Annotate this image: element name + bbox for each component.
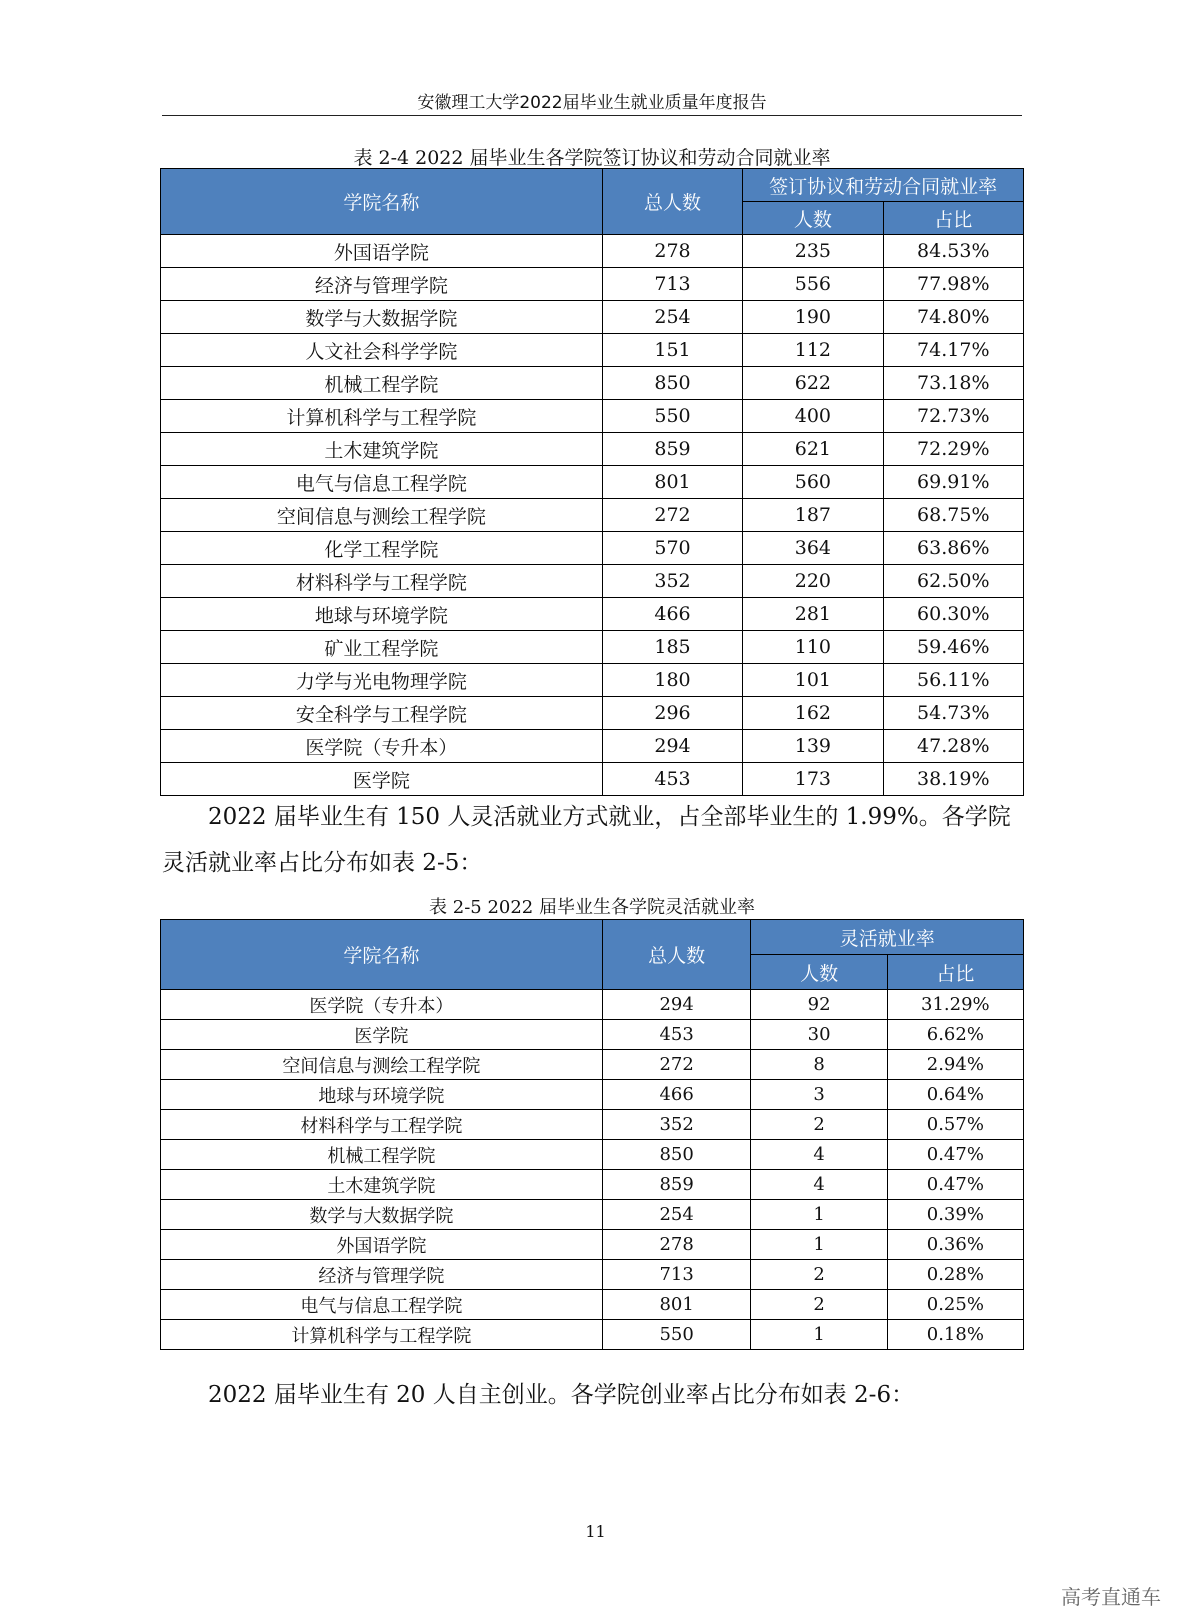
cell-college-name: 数学与大数据学院 — [161, 1200, 603, 1230]
cell-total: 859 — [602, 433, 742, 466]
cell-college-name: 土木建筑学院 — [161, 433, 603, 466]
cell-count: 364 — [743, 532, 883, 565]
cell-count: 8 — [751, 1050, 887, 1080]
cell-count: 235 — [743, 235, 883, 268]
cell-count: 2 — [751, 1260, 887, 1290]
cell-college-name: 化学工程学院 — [161, 532, 603, 565]
col-group-header: 灵活就业率 — [751, 920, 1024, 955]
col-header-college: 学院名称 — [161, 920, 603, 990]
cell-count: 4 — [751, 1140, 887, 1170]
cell-college-name: 计算机科学与工程学院 — [161, 400, 603, 433]
cell-total: 278 — [602, 235, 742, 268]
cell-college-name: 外国语学院 — [161, 1230, 603, 1260]
cell-total: 180 — [602, 664, 742, 697]
table-row — [161, 433, 1024, 466]
col-header-count: 人数 — [743, 202, 883, 235]
table-row — [161, 532, 1024, 565]
flexible-employment-table — [160, 919, 1024, 1350]
cell-ratio: 72.73% — [883, 400, 1023, 433]
table-row — [161, 763, 1024, 796]
cell-count: 92 — [751, 990, 887, 1020]
cell-ratio: 0.25% — [887, 1290, 1023, 1320]
cell-ratio: 6.62% — [887, 1020, 1023, 1050]
table-row — [161, 1050, 1024, 1080]
cell-total: 570 — [602, 532, 742, 565]
cell-college-name: 计算机科学与工程学院 — [161, 1320, 603, 1350]
table-row — [161, 631, 1024, 664]
cell-college-name: 人文社会科学学院 — [161, 334, 603, 367]
cell-ratio: 56.11% — [883, 664, 1023, 697]
cell-count: 556 — [743, 268, 883, 301]
cell-ratio: 0.57% — [887, 1110, 1023, 1140]
header-rule — [162, 115, 1022, 116]
cell-ratio: 68.75% — [883, 499, 1023, 532]
table-row — [161, 301, 1024, 334]
col-header-total: 总人数 — [602, 920, 751, 990]
col-group-header: 签订协议和劳动合同就业率 — [743, 169, 1024, 202]
cell-total: 850 — [602, 1140, 751, 1170]
cell-count: 2 — [751, 1110, 887, 1140]
cell-ratio: 0.47% — [887, 1140, 1023, 1170]
cell-college-name: 经济与管理学院 — [161, 1260, 603, 1290]
table-row — [161, 466, 1024, 499]
table-row — [161, 499, 1024, 532]
cell-college-name: 外国语学院 — [161, 235, 603, 268]
col-header-college: 学院名称 — [161, 169, 603, 235]
table-row — [161, 268, 1024, 301]
cell-college-name: 数学与大数据学院 — [161, 301, 603, 334]
cell-college-name: 材料科学与工程学院 — [161, 565, 603, 598]
cell-count: 139 — [743, 730, 883, 763]
table-row — [161, 235, 1024, 268]
col-header-ratio: 占比 — [887, 955, 1023, 990]
table-row — [161, 565, 1024, 598]
report-header-title: 安徽理工大学2022届毕业生就业质量年度报告 — [417, 93, 767, 113]
cell-ratio: 60.30% — [883, 598, 1023, 631]
cell-total: 850 — [602, 367, 742, 400]
cell-ratio: 69.91% — [883, 466, 1023, 499]
table-row — [161, 664, 1024, 697]
page-number: 11 — [585, 1522, 606, 1541]
cell-count: 621 — [743, 433, 883, 466]
cell-total: 296 — [602, 697, 742, 730]
cell-total: 272 — [602, 499, 742, 532]
cell-total: 713 — [602, 1260, 751, 1290]
entrepreneurship-paragraph: 2022 届毕业生有 20 人自主创业。各学院创业率占比分布如表 2-6： — [208, 1382, 915, 1408]
cell-college-name: 地球与环境学院 — [161, 598, 603, 631]
cell-total: 254 — [602, 1200, 751, 1230]
cell-ratio: 47.28% — [883, 730, 1023, 763]
cell-count: 162 — [743, 697, 883, 730]
cell-ratio: 84.53% — [883, 235, 1023, 268]
col-header-ratio: 占比 — [883, 202, 1023, 235]
cell-count: 1 — [751, 1320, 887, 1350]
table-row — [161, 990, 1024, 1020]
cell-ratio: 0.18% — [887, 1320, 1023, 1350]
col-header-count: 人数 — [751, 955, 887, 990]
cell-ratio: 31.29% — [887, 990, 1023, 1020]
cell-college-name: 力学与光电物理学院 — [161, 664, 603, 697]
cell-count: 1 — [751, 1200, 887, 1230]
cell-college-name: 医学院 — [161, 763, 603, 796]
cell-total: 713 — [602, 268, 742, 301]
cell-ratio: 74.17% — [883, 334, 1023, 367]
cell-total: 278 — [602, 1230, 751, 1260]
table-row — [161, 1140, 1024, 1170]
cell-college-name: 土木建筑学院 — [161, 1170, 603, 1200]
table-row — [161, 334, 1024, 367]
table-row — [161, 1020, 1024, 1050]
cell-ratio: 0.28% — [887, 1260, 1023, 1290]
cell-college-name: 机械工程学院 — [161, 367, 603, 400]
table-row — [161, 1200, 1024, 1230]
cell-total: 272 — [602, 1050, 751, 1080]
cell-ratio: 0.36% — [887, 1230, 1023, 1260]
cell-total: 801 — [602, 466, 742, 499]
cell-college-name: 空间信息与测绘工程学院 — [161, 499, 603, 532]
table-row — [161, 598, 1024, 631]
cell-ratio: 2.94% — [887, 1050, 1023, 1080]
cell-total: 294 — [602, 730, 742, 763]
cell-count: 173 — [743, 763, 883, 796]
cell-ratio: 62.50% — [883, 565, 1023, 598]
table-row — [161, 697, 1024, 730]
table-row — [161, 730, 1024, 763]
cell-total: 352 — [602, 1110, 751, 1140]
cell-total: 801 — [602, 1290, 751, 1320]
table-row — [161, 367, 1024, 400]
cell-ratio: 0.39% — [887, 1200, 1023, 1230]
cell-ratio: 0.64% — [887, 1080, 1023, 1110]
watermark-text: 高考直通车 — [1061, 1585, 1161, 1609]
cell-total: 185 — [602, 631, 742, 664]
flexible-employment-paragraph: 2022 届毕业生有 150 人灵活就业方式就业，占全部毕业生的 1.99%。各学院灵活就业率占比分布如表 2-5： — [162, 804, 1011, 876]
cell-total: 453 — [602, 763, 742, 796]
cell-college-name: 医学院 — [161, 1020, 603, 1050]
cell-ratio: 63.86% — [883, 532, 1023, 565]
cell-ratio: 0.47% — [887, 1170, 1023, 1200]
cell-total: 550 — [602, 400, 742, 433]
cell-ratio: 38.19% — [883, 763, 1023, 796]
cell-count: 220 — [743, 565, 883, 598]
cell-count: 281 — [743, 598, 883, 631]
table-row — [161, 400, 1024, 433]
cell-total: 453 — [602, 1020, 751, 1050]
cell-count: 1 — [751, 1230, 887, 1260]
cell-count: 400 — [743, 400, 883, 433]
cell-college-name: 材料科学与工程学院 — [161, 1110, 603, 1140]
cell-count: 30 — [751, 1020, 887, 1050]
cell-total: 550 — [602, 1320, 751, 1350]
cell-college-name: 电气与信息工程学院 — [161, 466, 603, 499]
cell-count: 560 — [743, 466, 883, 499]
cell-total: 352 — [602, 565, 742, 598]
cell-college-name: 机械工程学院 — [161, 1140, 603, 1170]
contract-employment-table — [160, 168, 1024, 796]
cell-total: 466 — [602, 1080, 751, 1110]
table-row — [161, 1230, 1024, 1260]
cell-ratio: 54.73% — [883, 697, 1023, 730]
cell-total: 254 — [602, 301, 742, 334]
cell-total: 151 — [602, 334, 742, 367]
cell-college-name: 医学院（专升本） — [161, 730, 603, 763]
cell-college-name: 医学院（专升本） — [161, 990, 603, 1020]
cell-college-name: 电气与信息工程学院 — [161, 1290, 603, 1320]
table-row — [161, 1290, 1024, 1320]
cell-total: 466 — [602, 598, 742, 631]
table1-caption: 表 2-4 2022 届毕业生各学院签订协议和劳动合同就业率 — [353, 147, 831, 169]
cell-total: 294 — [602, 990, 751, 1020]
table-row — [161, 1260, 1024, 1290]
table-row — [161, 1170, 1024, 1200]
cell-college-name: 安全科学与工程学院 — [161, 697, 603, 730]
table-row — [161, 1320, 1024, 1350]
cell-ratio: 72.29% — [883, 433, 1023, 466]
cell-total: 859 — [602, 1170, 751, 1200]
cell-college-name: 经济与管理学院 — [161, 268, 603, 301]
col-header-total: 总人数 — [602, 169, 742, 235]
table-row — [161, 1110, 1024, 1140]
cell-college-name: 地球与环境学院 — [161, 1080, 603, 1110]
table2-caption: 表 2-5 2022 届毕业生各学院灵活就业率 — [429, 897, 755, 918]
cell-ratio: 73.18% — [883, 367, 1023, 400]
cell-college-name: 矿业工程学院 — [161, 631, 603, 664]
cell-college-name: 空间信息与测绘工程学院 — [161, 1050, 603, 1080]
cell-count: 2 — [751, 1290, 887, 1320]
cell-count: 190 — [743, 301, 883, 334]
cell-ratio: 77.98% — [883, 268, 1023, 301]
cell-count: 187 — [743, 499, 883, 532]
cell-ratio: 74.80% — [883, 301, 1023, 334]
cell-count: 4 — [751, 1170, 887, 1200]
table-row — [161, 1080, 1024, 1110]
cell-count: 112 — [743, 334, 883, 367]
cell-ratio: 59.46% — [883, 631, 1023, 664]
cell-count: 101 — [743, 664, 883, 697]
cell-count: 3 — [751, 1080, 887, 1110]
cell-count: 110 — [743, 631, 883, 664]
cell-count: 622 — [743, 367, 883, 400]
